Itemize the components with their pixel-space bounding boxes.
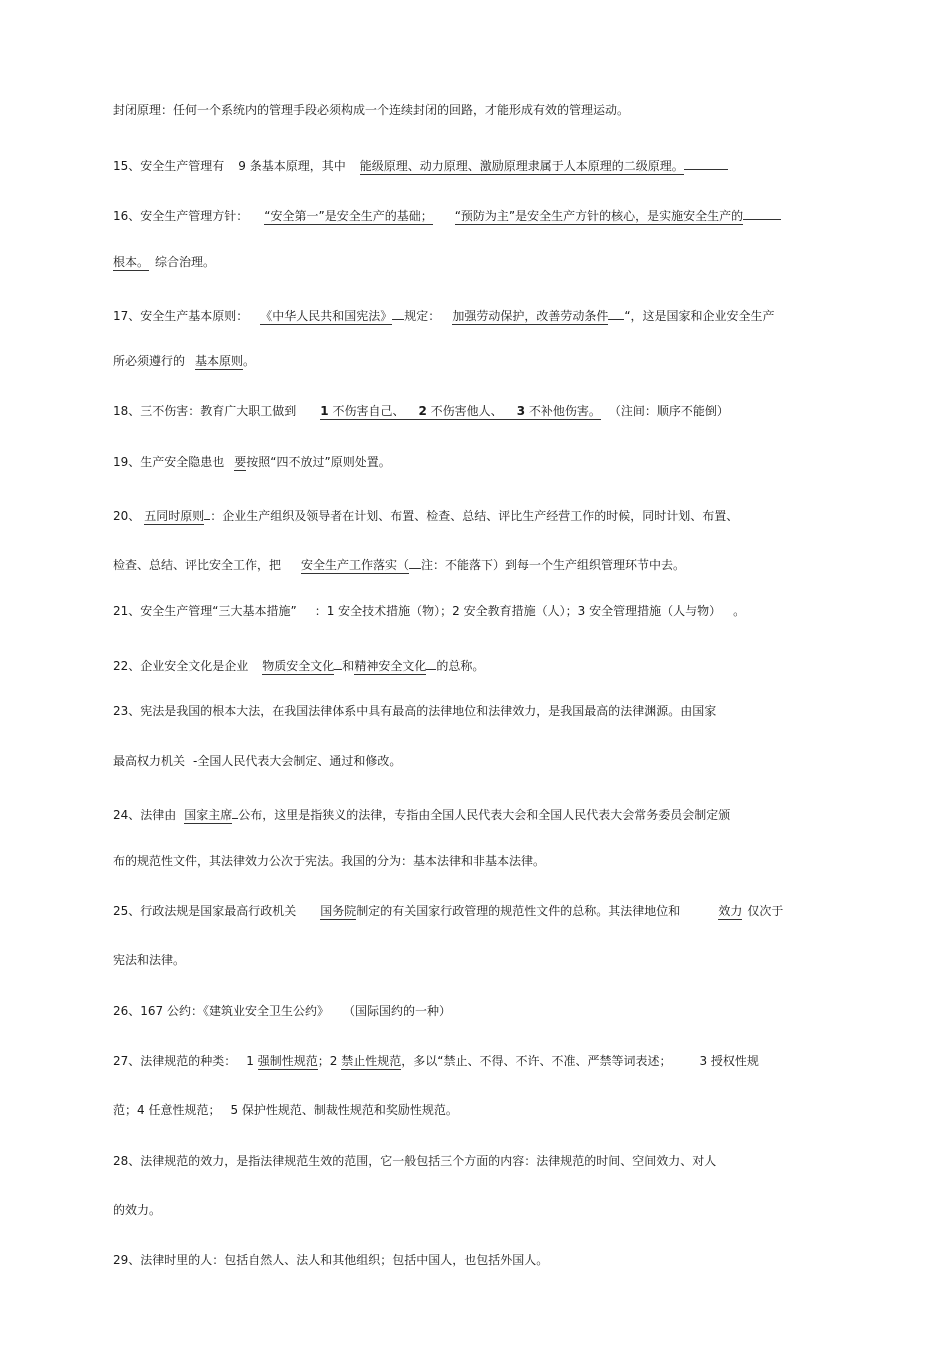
underlined-answer: 国务院 [320, 904, 357, 918]
underlined-answer: 不伤害自己、 [332, 404, 405, 418]
underlined-answer: “安全第一”是安全生产的基础； [264, 209, 433, 223]
number: 1 [320, 404, 329, 418]
underlined-answer: 不伤害他人、 [430, 404, 503, 418]
text: 。 [243, 354, 256, 368]
text: 的效力。 [113, 1203, 162, 1217]
text: 封闭原理：任何一个系统内的管理手段必须构成一个连续封闭的回路，才能形成有效的管理运动。 [113, 103, 630, 117]
item-17 [113, 304, 775, 323]
item-17-cont [113, 353, 255, 369]
text: 26、167 公约：《建筑业安全卫生公约》 [113, 1004, 329, 1018]
text: （国际国约的一种） [343, 1004, 452, 1018]
text: 。 [733, 604, 746, 618]
text: 19、生产安全隐患也 [113, 455, 225, 469]
underlined-answer: 物质安全文化 [262, 659, 335, 673]
text: 宪法和法律。 [113, 953, 186, 967]
note: （注间：顺序不能倒） [608, 404, 729, 418]
text: 20、 [113, 509, 141, 523]
underlined-answer: 禁止性规范 [341, 1054, 402, 1068]
para-closed-principle [113, 102, 629, 118]
item-24 [113, 803, 731, 822]
text: 所必须遵行的 [113, 354, 186, 368]
item-23-cont [113, 753, 401, 769]
text: 23、宪法是我国的根本大法，在我国法律体系中具有最高的法律地位和法律效力，是我国最高的法律渊源。由国家 [113, 704, 717, 718]
text: 28、法律规范的效力，是指法律规范生效的范围，它一般包括三个方面的内容：法律规范的时间、空间效力、对人 [113, 1154, 717, 1168]
text: 注：不能落下）到每一个生产组织管理环节中去。 [421, 558, 686, 572]
item-20-cont [113, 553, 686, 572]
item-18 [113, 403, 729, 419]
underlined-answer: 能级原理、动力原理、激励原理隶属于人本原理的二级原理。 [359, 159, 684, 173]
text: 5 保护性规范、制裁性规范和奖励性规范。 [230, 1103, 458, 1117]
text: 范；4 任意性规范； [113, 1103, 221, 1117]
text: ；2 [317, 1054, 338, 1068]
item-24-cont [113, 853, 545, 869]
text: 27、法律规范的种类： [113, 1054, 237, 1068]
underlined-answer: 五同时原则 [144, 509, 205, 523]
item-22 [113, 654, 485, 673]
item-28-cont [113, 1202, 161, 1218]
text: 17、安全生产基本原则： [113, 309, 249, 323]
text: ，多以“禁止、不得、不许、不准、严禁等词表述； [401, 1054, 672, 1068]
text: 的总称。 [436, 659, 485, 673]
text: “，这是国家和企业安全生产 [624, 309, 775, 323]
text: 按照“四不放过”原则处置。 [246, 455, 391, 469]
text: 检查、总结、评比安全工作，把 [113, 558, 282, 572]
item-16-cont [113, 254, 215, 270]
text: 25、行政法规是国家最高行政机关 [113, 904, 297, 918]
text: 21、安全生产管理“三大基本措施” [113, 604, 297, 618]
item-15 [113, 154, 728, 173]
item-23 [113, 703, 716, 719]
text: -全国人民代表大会制定、通过和修改。 [193, 754, 402, 768]
text: 仅次于 [747, 904, 784, 918]
underlined-answer: 基本原则 [195, 354, 244, 368]
underlined-answer: 效力 [718, 904, 743, 918]
item-19 [113, 454, 391, 470]
text: 布的规范性文件，其法律效力公次于宪法。我国的分为：基本法律和非基本法律。 [113, 854, 546, 868]
underlined-answer: 根本。 [113, 255, 150, 269]
text: 24、法律由 [113, 808, 177, 822]
item-27-cont [113, 1102, 458, 1118]
number: 3 [516, 404, 526, 418]
text: 18、三不伤害：教育广大职工做到 [113, 404, 297, 418]
item-20 [113, 504, 739, 523]
text: 公布，这里是指狭义的法律，专指由全国人民代表大会和全国人民代表大会常务委员会制定颁 [238, 808, 731, 822]
text: ：企业生产组织及领导者在计划、布置、检查、总结、评比生产经营工作的时候，同时计划、布置、 [210, 509, 739, 523]
text: 综合治理。 [155, 255, 216, 269]
text: ：1 安全技术措施（物）；2 安全教育措施（人）；3 安全管理措施（人与物） [314, 604, 722, 618]
text: 29、法律时里的人：包括自然人、法人和其他组织；包括中国人，也包括外国人。 [113, 1253, 549, 1267]
item-26 [113, 1003, 451, 1019]
text: 最高权力机关 [113, 754, 186, 768]
item-29 [113, 1252, 548, 1268]
number: 2 [418, 404, 427, 418]
text: 和 [342, 659, 355, 673]
item-25-cont [113, 952, 185, 968]
text: 3 授权性规 [699, 1054, 759, 1068]
text: 规定： [404, 309, 441, 323]
text: 16、安全生产管理方针： [113, 209, 249, 223]
underlined-answer: 强制性规范 [257, 1054, 318, 1068]
item-16 [113, 204, 781, 223]
item-28 [113, 1153, 716, 1169]
underlined-answer: 国家主席 [184, 808, 233, 822]
underlined-answer: 不补他伤害。 [528, 404, 601, 418]
underlined-answer: 《中华人民共和国宪法》 [260, 309, 393, 323]
underlined-answer: “预防为主”是安全生产方针的核心，是实施安全生产的 [454, 209, 744, 223]
text: 9 条基本原理，其中 [238, 159, 346, 173]
item-25 [113, 903, 783, 919]
text: 15、安全生产管理有 [113, 159, 225, 173]
underlined-answer: 加强劳动保护，改善劳动条件 [452, 309, 609, 323]
underlined-answer: 安全生产工作落实（ [301, 558, 410, 572]
text: 22、企业安全文化是企业 [113, 659, 249, 673]
item-27 [113, 1053, 759, 1069]
underlined-answer: 精神安全文化 [354, 659, 427, 673]
item-21 [113, 603, 745, 619]
underlined-answer: 要 [234, 455, 247, 469]
text: 1 [246, 1054, 254, 1068]
text: 制定的有关国家行政管理的规范性文件的总称。其法律地位和 [356, 904, 681, 918]
